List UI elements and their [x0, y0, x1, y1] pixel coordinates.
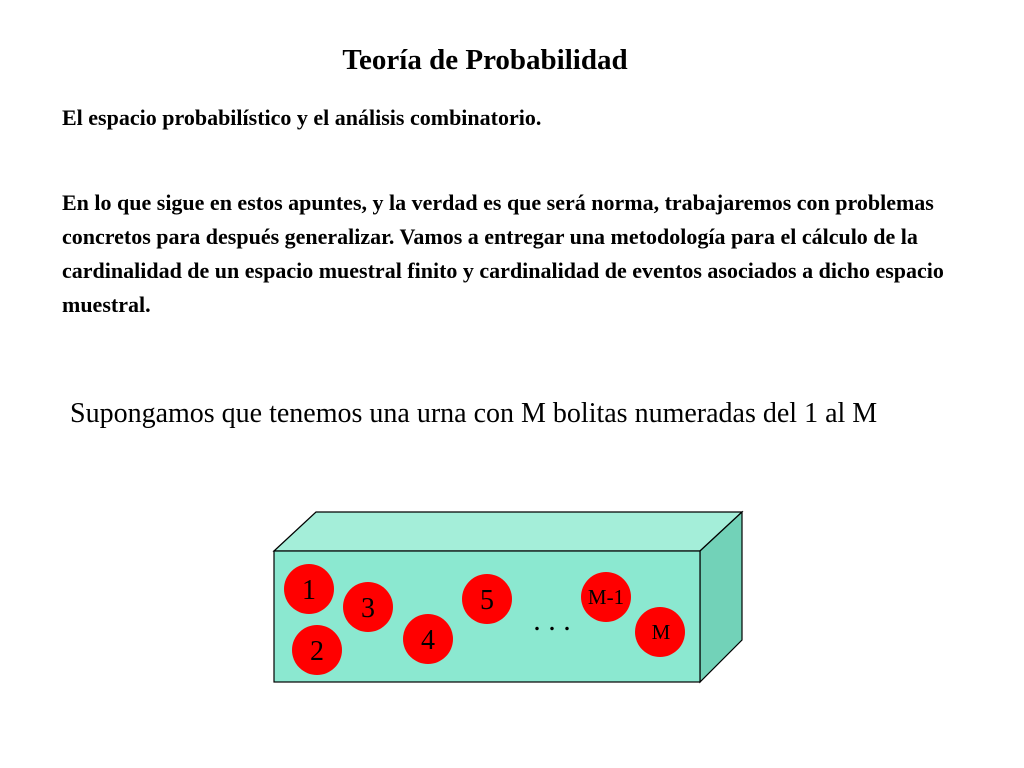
ball-4-label: 4: [421, 625, 435, 656]
ball-3: [343, 582, 393, 632]
section-subtitle: El espacio probabilístico y el análisis combinatorio.: [62, 105, 542, 130]
urn-statement: Supongamos que tenemos una urna con M bolitas numeradas del 1 al M: [70, 398, 878, 429]
urn-diagram: [268, 506, 748, 688]
ball-5: [462, 574, 512, 624]
ball-1-label: 1: [302, 575, 316, 606]
ball-m-label: M: [651, 620, 671, 644]
ball-3-label: 3: [361, 593, 375, 624]
ball-m-minus-1-label: M-1: [587, 585, 625, 609]
intro-paragraph: En lo que sigue en estos apuntes, y la verdad es que será norma, trabajaremos con problemas concretos para después generalizar. Vamos a entregar una metodología para el cálculo de la cardinalidad de un espacio muestral finito y cardinalidad de eventos asociados a dicho espacio muestral.: [62, 190, 944, 317]
ball-m-minus-1: [581, 572, 631, 622]
ball-1: [284, 564, 334, 614]
page-title: Teoría de Probabilidad: [342, 44, 628, 76]
urn-top-face: [274, 512, 742, 551]
ball-2: [292, 625, 342, 675]
ellipsis: . . .: [533, 604, 571, 637]
ball-m: [635, 607, 685, 657]
ball-4: [403, 614, 453, 664]
ball-5-label: 5: [480, 585, 494, 616]
ball-2-label: 2: [310, 636, 324, 667]
